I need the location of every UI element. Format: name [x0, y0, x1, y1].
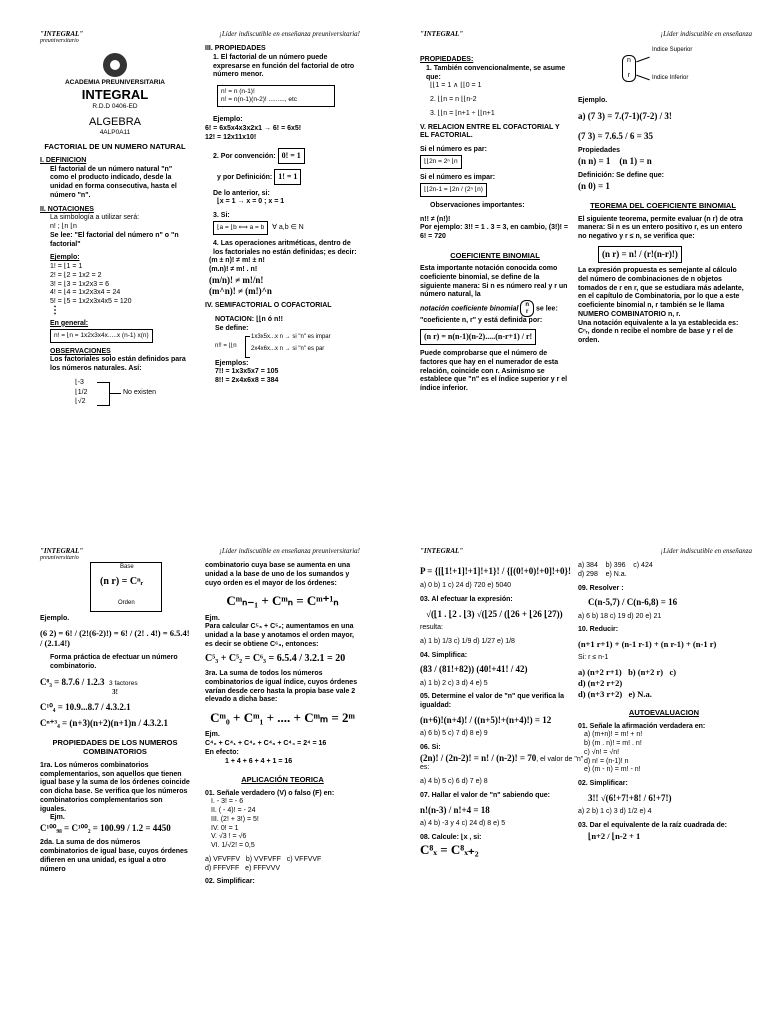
- answer-option: a) (n+2 r+1): [578, 667, 622, 678]
- example-item: 5! = ⌊5 = 1x2x3x4x5 = 120: [50, 298, 132, 305]
- semi-notation: NOTACION: ⌊⌊n ó n!!: [215, 316, 283, 324]
- semi-cases: n!! = ⌊⌊n 1x3x5x...x n → si "n" es impar 2x4x6x...x n → si "n" es par: [215, 334, 360, 360]
- question-result-label: resulta:: [420, 624, 443, 631]
- page-title: FACTORIAL DE UN NUMERO NATURAL: [44, 142, 186, 152]
- coef-formula: (n r) = n(n-1)(n-2).....(n-r+1) / r!: [420, 329, 536, 345]
- section-heading: PROPIEDADES DE LOS NUMEROS COMBINATORIOS: [52, 738, 178, 757]
- question-item: I. - 3! = - 6: [211, 798, 244, 806]
- answer-options: a) 0 b) 1 c) 24 d) 720 e) 5040: [420, 582, 512, 590]
- page-header: [40, 547, 366, 559]
- example-item: 2! = ⌊2 = 1x2 = 2: [50, 271, 102, 279]
- semi-example: 8!! = 2x4x6x8 = 384: [215, 377, 279, 385]
- answer-option: d) 298: [578, 570, 598, 578]
- header-sub: preuniversitario: [40, 555, 79, 561]
- subject-code: 4ALP0A11: [99, 129, 131, 137]
- semi-define: Se define:: [215, 324, 249, 332]
- example-heading: Ejemplo:: [213, 116, 243, 124]
- answer-options: a) 6 b) 5 c) 7 d) 8 e) 9: [420, 730, 488, 737]
- property-3-formula: ⌊a = ⌊b ⟺ a = b: [213, 221, 268, 235]
- property-4-item: (m/n)! ≠ m!/n!: [209, 274, 264, 285]
- page-4: [392, 517, 768, 1017]
- properties-heading: Propiedades: [578, 147, 621, 155]
- definition-label: y por Definición:: [217, 173, 273, 181]
- semi-example: 7!! = 1x3x5x7 = 105: [215, 368, 279, 376]
- example-formula: C⁴₀ + C⁴₁ + C⁴₂ + C⁴₃ + C⁴₄ = 2⁴ = 16: [205, 740, 327, 747]
- answer-option: e) FFFVVV: [245, 864, 281, 872]
- observation-item: Por ejemplo: 3!! = 1 . 3 = 3, en cambio, (3!)! = 6! = 720: [420, 224, 569, 240]
- question-formula: √(⌊1 . ⌊2 . ⌊3) √(⌊25 / (⌊26 + ⌊26 ⌊27)): [426, 608, 563, 619]
- question-formula: ⌊n+2 / ⌊n-2 + 1: [588, 830, 641, 841]
- example-a: a) (7 3) = 7.(7-1)(7-2) / 3!: [578, 110, 672, 121]
- example-heading: Ejemplo.: [40, 615, 70, 622]
- example-heading: Ejemplos:: [215, 359, 249, 367]
- question-text: 06. Si:: [420, 743, 441, 751]
- observation-item: n!! ≠ (n!)!: [420, 215, 451, 223]
- general-formula: n! = ⌊n = 1x2x3x4x.....x (n-1) x(n): [50, 329, 153, 343]
- section-heading: III. PROPIEDADES: [205, 45, 266, 52]
- base-order-diagram: Base (n r) = Cⁿᵣ Orden: [90, 562, 190, 610]
- derived-label: De lo anterior, si:: [213, 189, 270, 197]
- page-header: [420, 547, 758, 559]
- semi-case-odd: 1x3x5x...x n → si "n" es impar: [251, 333, 331, 340]
- property-text: La suma de dos números combinatorios de igual base, cuyos órdenes difieren en una unidad, es igual a otro número: [40, 839, 188, 873]
- property-label: 2da.: [40, 839, 55, 847]
- relation-even-formula: ⌊⌊2n = 2ⁿ ⌊n: [420, 155, 462, 169]
- header-sub: preuniversitario: [40, 38, 79, 44]
- derived-formula: ⌊x = 1 → x = 0 ; x = 1: [217, 198, 285, 206]
- page-header: [420, 30, 758, 42]
- definition-heading: Definición: Se define que:: [578, 172, 664, 180]
- question-text: 03. Dar el equivalente de la raíz cuadrada de:: [578, 821, 728, 829]
- academy-logo-icon: [103, 53, 127, 77]
- example-list: 1! = ⌊1 = 1 2! = ⌊2 = 1x2 = 2 3! = ⌊3 = 1x2x3 = 6 4! = ⌊4 = 1x2x3x4 = 24 5! = ⌊5 = 1x2x3x4x5 = 120 ⋮: [40, 263, 190, 315]
- property-formula: 3. ⌊⌊n = ⌊n+1 ÷ ⌊⌊n+1: [430, 109, 495, 117]
- question-formula: (n+1 r+1) + (n-1 r-1) + (n r-1) + (n-1 r): [578, 639, 717, 649]
- property-formula: n! = n (n-1)!: [221, 88, 255, 95]
- question-formula: (n+6)!(n+4)! / ((n+5)!+(n+4)!) = 12: [420, 714, 552, 725]
- property-text: combinatorio cuya base se aumenta en una unidad a la base de uno de los sumandos y cuyo orden es el mayor de los órdenes:: [205, 562, 351, 587]
- example-heading: Ejemplo:: [50, 254, 80, 262]
- subject-title: ALGEBRA: [89, 115, 141, 128]
- question-text: 08. Calcule: ⌊x , si:: [420, 833, 482, 841]
- question-item: V. √3 ! = √6: [211, 833, 247, 841]
- binomial-prop-1: (n n) = 1: [578, 156, 611, 166]
- question-formula: 3!! √(6!+7!+8! / 6!+7!): [588, 792, 672, 803]
- property-example-label: Ejm.: [50, 814, 65, 822]
- question-text: 10. Reducir:: [578, 626, 619, 634]
- section-heading: I. DEFINICION: [40, 156, 87, 164]
- definition-formula: (n 0) = 1: [578, 181, 610, 191]
- order-label: Orden: [118, 600, 135, 606]
- relation-even: Si el número es par:: [420, 146, 487, 153]
- theorem-text: El siguiente teorema, permite evaluar (n r) de otra manera: Si n es un entero positivo r, es un entero no negativo y r ≤ n, se verifica que:: [578, 215, 743, 241]
- header-brand: "INTEGRAL": [420, 547, 464, 555]
- property-text: 1. También convencionalmente, se asume que:: [426, 64, 566, 81]
- notation-text: La simbología a utilizar será:: [50, 214, 140, 222]
- example-formula: 1 + 4 + 6 + 4 + 1 = 16: [225, 757, 293, 765]
- example-text: Forma práctica de efectuar un número combinatorio.: [50, 654, 178, 670]
- brand-name: INTEGRAL: [81, 87, 149, 103]
- left-column: [40, 562, 190, 874]
- index-diagram: n r Indice Superior Indice Inferior: [578, 45, 748, 97]
- left-column: [40, 45, 190, 418]
- property-3-label: 3. Si:: [213, 212, 230, 219]
- question-formula: n!(n-3) / n!+4 = 18: [420, 804, 490, 815]
- answer-list: [578, 731, 750, 775]
- page-2: [392, 0, 768, 500]
- section-heading: TEOREMA DEL COEFICIENTE BINOMIAL: [590, 201, 736, 211]
- question-text: 07. Hallar el valor de "n" sabiendo que:: [420, 791, 550, 799]
- property-formula-box: [217, 85, 335, 107]
- example-cn3: Cⁿ⁺³₄ = (n+3)(n+2)(n+1)n / 4.3.2.1: [40, 717, 169, 728]
- example-item: 4! = ⌊4 = 1x2x3x4 = 24: [50, 289, 121, 297]
- property-label: 1ra.: [40, 761, 53, 769]
- question-formula: C⁸ₓ = C⁸ₓ₊₂: [420, 842, 479, 858]
- question-item: IV. 0! = 1: [211, 824, 239, 832]
- example-label: Ejm.: [205, 614, 220, 622]
- answer-option: b) 396: [605, 562, 626, 569]
- definition-text: El factorial de un número natural "n" como el producto indicado, desde la unidad en forma consecutiva, hasta el número "n".: [50, 165, 177, 199]
- question-text: 03. Al efectuar la expresión:: [420, 596, 513, 603]
- answer-option: b) VVFVFF: [245, 855, 281, 863]
- question-text: 04. Simplifica:: [420, 651, 468, 659]
- coef-text-italic: notación coeficiente binomial: [420, 305, 519, 313]
- property-formula: C¹⁰⁰₉₈ = C¹⁰⁰₂ = 100.99 / 1.2 = 4450: [40, 823, 171, 833]
- header-slogan: ¡Líder indiscutible en enseñanza: [660, 547, 752, 555]
- answer-option: e) N.a.: [605, 570, 627, 578]
- binomial-prop-2: (n 1) = n: [619, 156, 652, 166]
- answer-options: a) 6 b) 18 c) 19 d) 20 e) 21: [578, 612, 662, 620]
- section-heading: COEFICIENTE BINOMIAL: [450, 250, 540, 260]
- example-formula: C⁵₃ + C⁵₂ = C⁶₃ = 6.5.4 / 3.2.1 = 20: [205, 652, 346, 664]
- theorem-formula: (n r) = n! / (r!(n-r)!): [598, 246, 682, 263]
- example-line: 12! = 12x11x10!: [205, 133, 257, 141]
- header-slogan: ¡Líder indiscutible en enseñanza preuniversitaria!: [219, 547, 360, 555]
- answer-option: c) 424: [633, 562, 653, 569]
- answer-option: d) (n+2 r+2): [578, 678, 623, 688]
- example-item: 1! = ⌊1 = 1: [50, 263, 83, 270]
- section-heading: APLICACIÓN TEORICA: [241, 775, 324, 785]
- property-4-item: (m ± n)! ≠ m! ± n!: [209, 257, 265, 265]
- question-items: [205, 798, 360, 851]
- answer-option: e) (m - n) = m! - n!: [584, 766, 641, 774]
- section-heading: PROPIEDADES:: [420, 56, 474, 63]
- property-label: 3ra.: [205, 670, 218, 677]
- base-label: Base: [120, 564, 134, 570]
- example-text: Para calcular C⁵₃ + C⁵₂; aumentamos en una unidad a la base y anotamos el orden mayor, es decir se obtiene C⁶₃, entonces:: [205, 623, 354, 648]
- no-exist-diagram: ⌊-3 ⌊1/2 ⌊√2 No existen: [75, 378, 157, 406]
- example-label: En efecto:: [205, 748, 239, 756]
- header-slogan: ¡Líder indiscutible en enseñanza preuniversitaria!: [219, 30, 360, 38]
- brand-sub: R.D.D 0406-ED: [92, 103, 138, 111]
- answer-option: c) VFFVVF: [286, 855, 322, 863]
- property-formula: 2. ⌊⌊n = n ⌊⌊n-2: [430, 96, 477, 103]
- example-c10: C¹⁰₄ = 10.9...8.7 / 4.3.2.1: [40, 701, 131, 712]
- question-condition: Si: r ≤ n-1: [578, 653, 609, 661]
- page-3: [0, 517, 376, 1017]
- convention-label: 2. Por convención:: [213, 152, 276, 160]
- right-column: [205, 45, 360, 386]
- answer-option: d) (n+3 r+2): [578, 688, 623, 699]
- section-heading: AUTOEVALUACION: [628, 708, 700, 718]
- notation-line: n! ; ⌊n ⌊n: [50, 223, 77, 230]
- property-formula: n! = n(n-1)(n-2)! ........., etc: [221, 96, 298, 104]
- question-text: 01. Señale verdadero (V) o falso (F) en:: [205, 789, 335, 797]
- header-brand: "INTEGRAL": [40, 30, 84, 38]
- answer-option: a) (m+n)! = m! + n!: [584, 731, 643, 739]
- question-formula: P = {[⌊1!+1]!+1]!+1}! / {[(0!+0)!+0]!+0}!: [420, 566, 572, 576]
- semi-case-even: 2x4x6x...x n → si "n" es par: [251, 345, 325, 352]
- index-superior-label: Indice Superior: [652, 47, 693, 53]
- example-label: Ejm.: [205, 731, 220, 739]
- answer-option: d) n! = (n-1)! n: [584, 757, 629, 765]
- property-text: La suma de todos los números combinatorios de igual índice, cuyos órdenes varían desde cero hasta la propia base vale 2 elevado a dicha base:: [205, 670, 358, 704]
- section-heading: IV. SEMIFACTORIAL O COFACTORIAL: [205, 302, 332, 310]
- example-formula: (6 2) = 6! / (2!(6-2)!) = 6! / (2! . 4!) = 6.5.4! / (2.1.4!): [40, 627, 190, 649]
- coef-note: Puede comprobarse que el número de factores que hay en el numerador de esta relación, coincide con r. Asimismo se establece que "n" es el índice superior y r el índice inferior.: [420, 350, 568, 393]
- page-header: [40, 30, 366, 42]
- answer-option: c): [669, 667, 677, 678]
- notation-read: Se lee: "El factorial del número n" o "n factorial": [50, 231, 179, 248]
- relation-odd-formula: ⌊⌊2n-1 = ⌊2n / (2ⁿ ⌊n): [420, 183, 487, 197]
- factors-denominator: 3!: [112, 687, 118, 696]
- right-column: [578, 562, 750, 841]
- page-1: [0, 0, 376, 500]
- left-column: PROPIEDADES: 1. También convencionalmente, se asume que: ⌊⌊1 = 1 ∧ ⌊⌊0 = 1 2. ⌊⌊n = n ⌊⌊n-2 3. ⌊⌊n = ⌊n+1 ÷ ⌊⌊n+1 V. RELACION ENTRE EL COFACTORIAL Y EL FACTORIAL. Si el número es par: ⌊⌊2n = 2ⁿ ⌊n Si el número es impar: ⌊⌊2n-1 = ⌊2n / (2ⁿ ⌊n) Observaciones importantes: n!! ≠ (n!)! Por ejemplo: 3!! = 1 . 3 = 3, en cambio, (3!)! = 6! = 720 COEFICIENTE BINOMIAL Esta importante notación conocida como coeficiente binomial, se define de la siguiente manera: Si n es número real y r un número natural, la notación coeficiente binomial n r se lee: "coeficiente n, r" y está definida por: (n r) = n(n-1)(n-2).....(n-r+1) / r! Puede comprobarse que el número de factores que hay en el numerador de esta relación, coincide con r. Asimismo se establece que "n" es el índice superior y r el índice inferior.: [420, 56, 569, 393]
- section-heading: II. NOTACIONES: [40, 205, 94, 213]
- property-4-item: (m^n)! ≠ (m!)^n: [209, 286, 272, 297]
- answer-options: a) 2 b) 1 c) 3 d) 1/2 e) 4: [578, 808, 652, 816]
- question-formula: (2n)! / (2n-2)! = n! / (n-2)! = 70: [420, 752, 537, 763]
- definition-value: 1! = 1: [274, 169, 301, 185]
- section-heading: V. RELACION ENTRE EL COFACTORIAL Y EL FACTORIAL.: [420, 123, 560, 140]
- left-column: [420, 562, 585, 859]
- right-column: [205, 562, 360, 887]
- convention-value: 0! = 1: [278, 148, 305, 164]
- question-item: VI. 1/√2! = 0,5: [211, 842, 255, 850]
- question-formula: C(n-5,7) / C(n-6,8) = 16: [588, 597, 678, 608]
- property-formula: ⌊⌊1 = 1 ∧ ⌊⌊0 = 1: [430, 82, 482, 90]
- property-4-item: (m.n)! ≠ m! . n!: [209, 266, 258, 274]
- question-text: 09. Resolver :: [578, 584, 624, 592]
- no-exist-label: No existen: [123, 388, 157, 396]
- example-item: 3! = ⌊3 = 1x2x3 = 6: [50, 280, 109, 288]
- answer-option: d) FFFVFF: [205, 864, 240, 872]
- right-column: [578, 45, 748, 346]
- general-heading: En general:: [50, 319, 89, 327]
- coef-text-read: se lee: "coeficiente n, r" y está definida por:: [420, 305, 558, 325]
- question-text: 02. Simplificar:: [578, 780, 628, 788]
- example-c8: C⁸₃ = 8.7.6 / 1.2.3: [40, 676, 105, 687]
- answer-option: a) VFVFFV: [205, 855, 241, 863]
- property-formula: Cᵐₙ₋₁ + Cᵐₙ = Cᵐ⁺¹ₙ: [226, 593, 339, 609]
- header-slogan: ¡Líder indiscutible en enseñanza: [660, 30, 752, 38]
- answer-option: b) (m . n)! = m! . n!: [584, 740, 642, 748]
- coef-text: Esta importante notación conocida como coeficiente binomial, se define de la siguiente manera: Si n es número real y r un número natural, la: [420, 265, 568, 299]
- academy-block: [40, 53, 190, 137]
- question-formula: (83 / (81!+82)) (40!+41! / 42): [420, 664, 528, 675]
- question-text: 01. Señale la afirmación verdadera en:: [578, 722, 706, 730]
- header-brand: "INTEGRAL": [420, 30, 464, 38]
- answer-options: a) 4 b) -3 y 4 c) 24 d) 8 e) 5: [420, 819, 506, 827]
- observations-heading: OBSERVACIONES: [50, 347, 111, 355]
- answer-options: a) 1 b) 1/3 c) 1/9 d) 1/27 e) 1/8: [420, 637, 515, 645]
- theorem-text: La expresión propuesta es semejante al cálculo del número de combinaciones de n objetos tomados de r en r, que se estudiara más adelante, en el capítulo de Combinatoria, por lo que a este coeficiente binomial n, r también se le llama NUMERO COMBINATORIO n, r.: [578, 267, 744, 318]
- question-text: 05. Determine el valor de "n" que verifica la igualdad:: [420, 693, 564, 709]
- answer-option: a) 384: [578, 562, 598, 569]
- example-b: (7 3) = 7.6.5 / 6 = 35: [578, 131, 654, 141]
- answer-option: c) √n! = √n!: [584, 748, 620, 756]
- answer-options: a) 4 b) 5 c) 6 d) 7 e) 8: [420, 778, 488, 785]
- question-item: III. (2! + 3!) = 5!: [211, 815, 259, 823]
- question-item: II. ( - 4)! = - 24: [211, 807, 256, 815]
- property-text: 1. El factorial de un número puede expresarse en función del factorial de otro número menor.: [213, 53, 355, 79]
- relation-odd: Si el número es impar:: [420, 173, 496, 181]
- observations-heading: Observaciones importantes:: [430, 201, 525, 209]
- academy-name: ACADEMIA PREUNIVERSITARIA: [64, 79, 166, 86]
- answer-options: a) 1 b) 2 c) 3 d) 4 e) 5: [420, 679, 488, 687]
- property-4-text: 4. Las operaciones aritméticas, dentro de los factoriales no están definidas; es decir:: [213, 239, 357, 256]
- example-heading: Ejemplo.: [578, 97, 608, 104]
- header-brand: "INTEGRAL": [40, 547, 84, 555]
- question-text: , el valor de "n" es:: [420, 755, 584, 772]
- property-text: Los números combinatorios complementarios, son aquellos que tienen igual base y la suma de los órdenes coincide con dicha base. Se verifica que los números combinatorios complementarios son iguales.: [40, 761, 190, 813]
- property-4-list: [205, 257, 360, 297]
- question-text: 02. Simplificar:: [205, 878, 255, 886]
- index-inferior-label: Indice Inferior: [652, 75, 689, 81]
- answer-option: b) (n+2 r): [628, 667, 664, 678]
- observations-text: Los factoriales solo están definidos para los números naturales. Así:: [50, 356, 186, 373]
- example-line: 6! = 6x5x4x3x2x1 → 6! = 6x5!: [205, 125, 302, 132]
- property-formula: Cᵐ₀ + Cᵐ₁ + .... + Cᵐₘ = 2ᵐ: [210, 710, 355, 725]
- property-3-condition: ∀ a,b ∈ N: [272, 223, 304, 231]
- answer-option: e) N.a.: [628, 688, 652, 699]
- theorem-text: Una notación equivalente a la ya establecida es: Cⁿᵣ, donde n recibe el nombre de base y r el de orden.: [578, 319, 739, 345]
- factors-note: 3 factores: [109, 679, 138, 687]
